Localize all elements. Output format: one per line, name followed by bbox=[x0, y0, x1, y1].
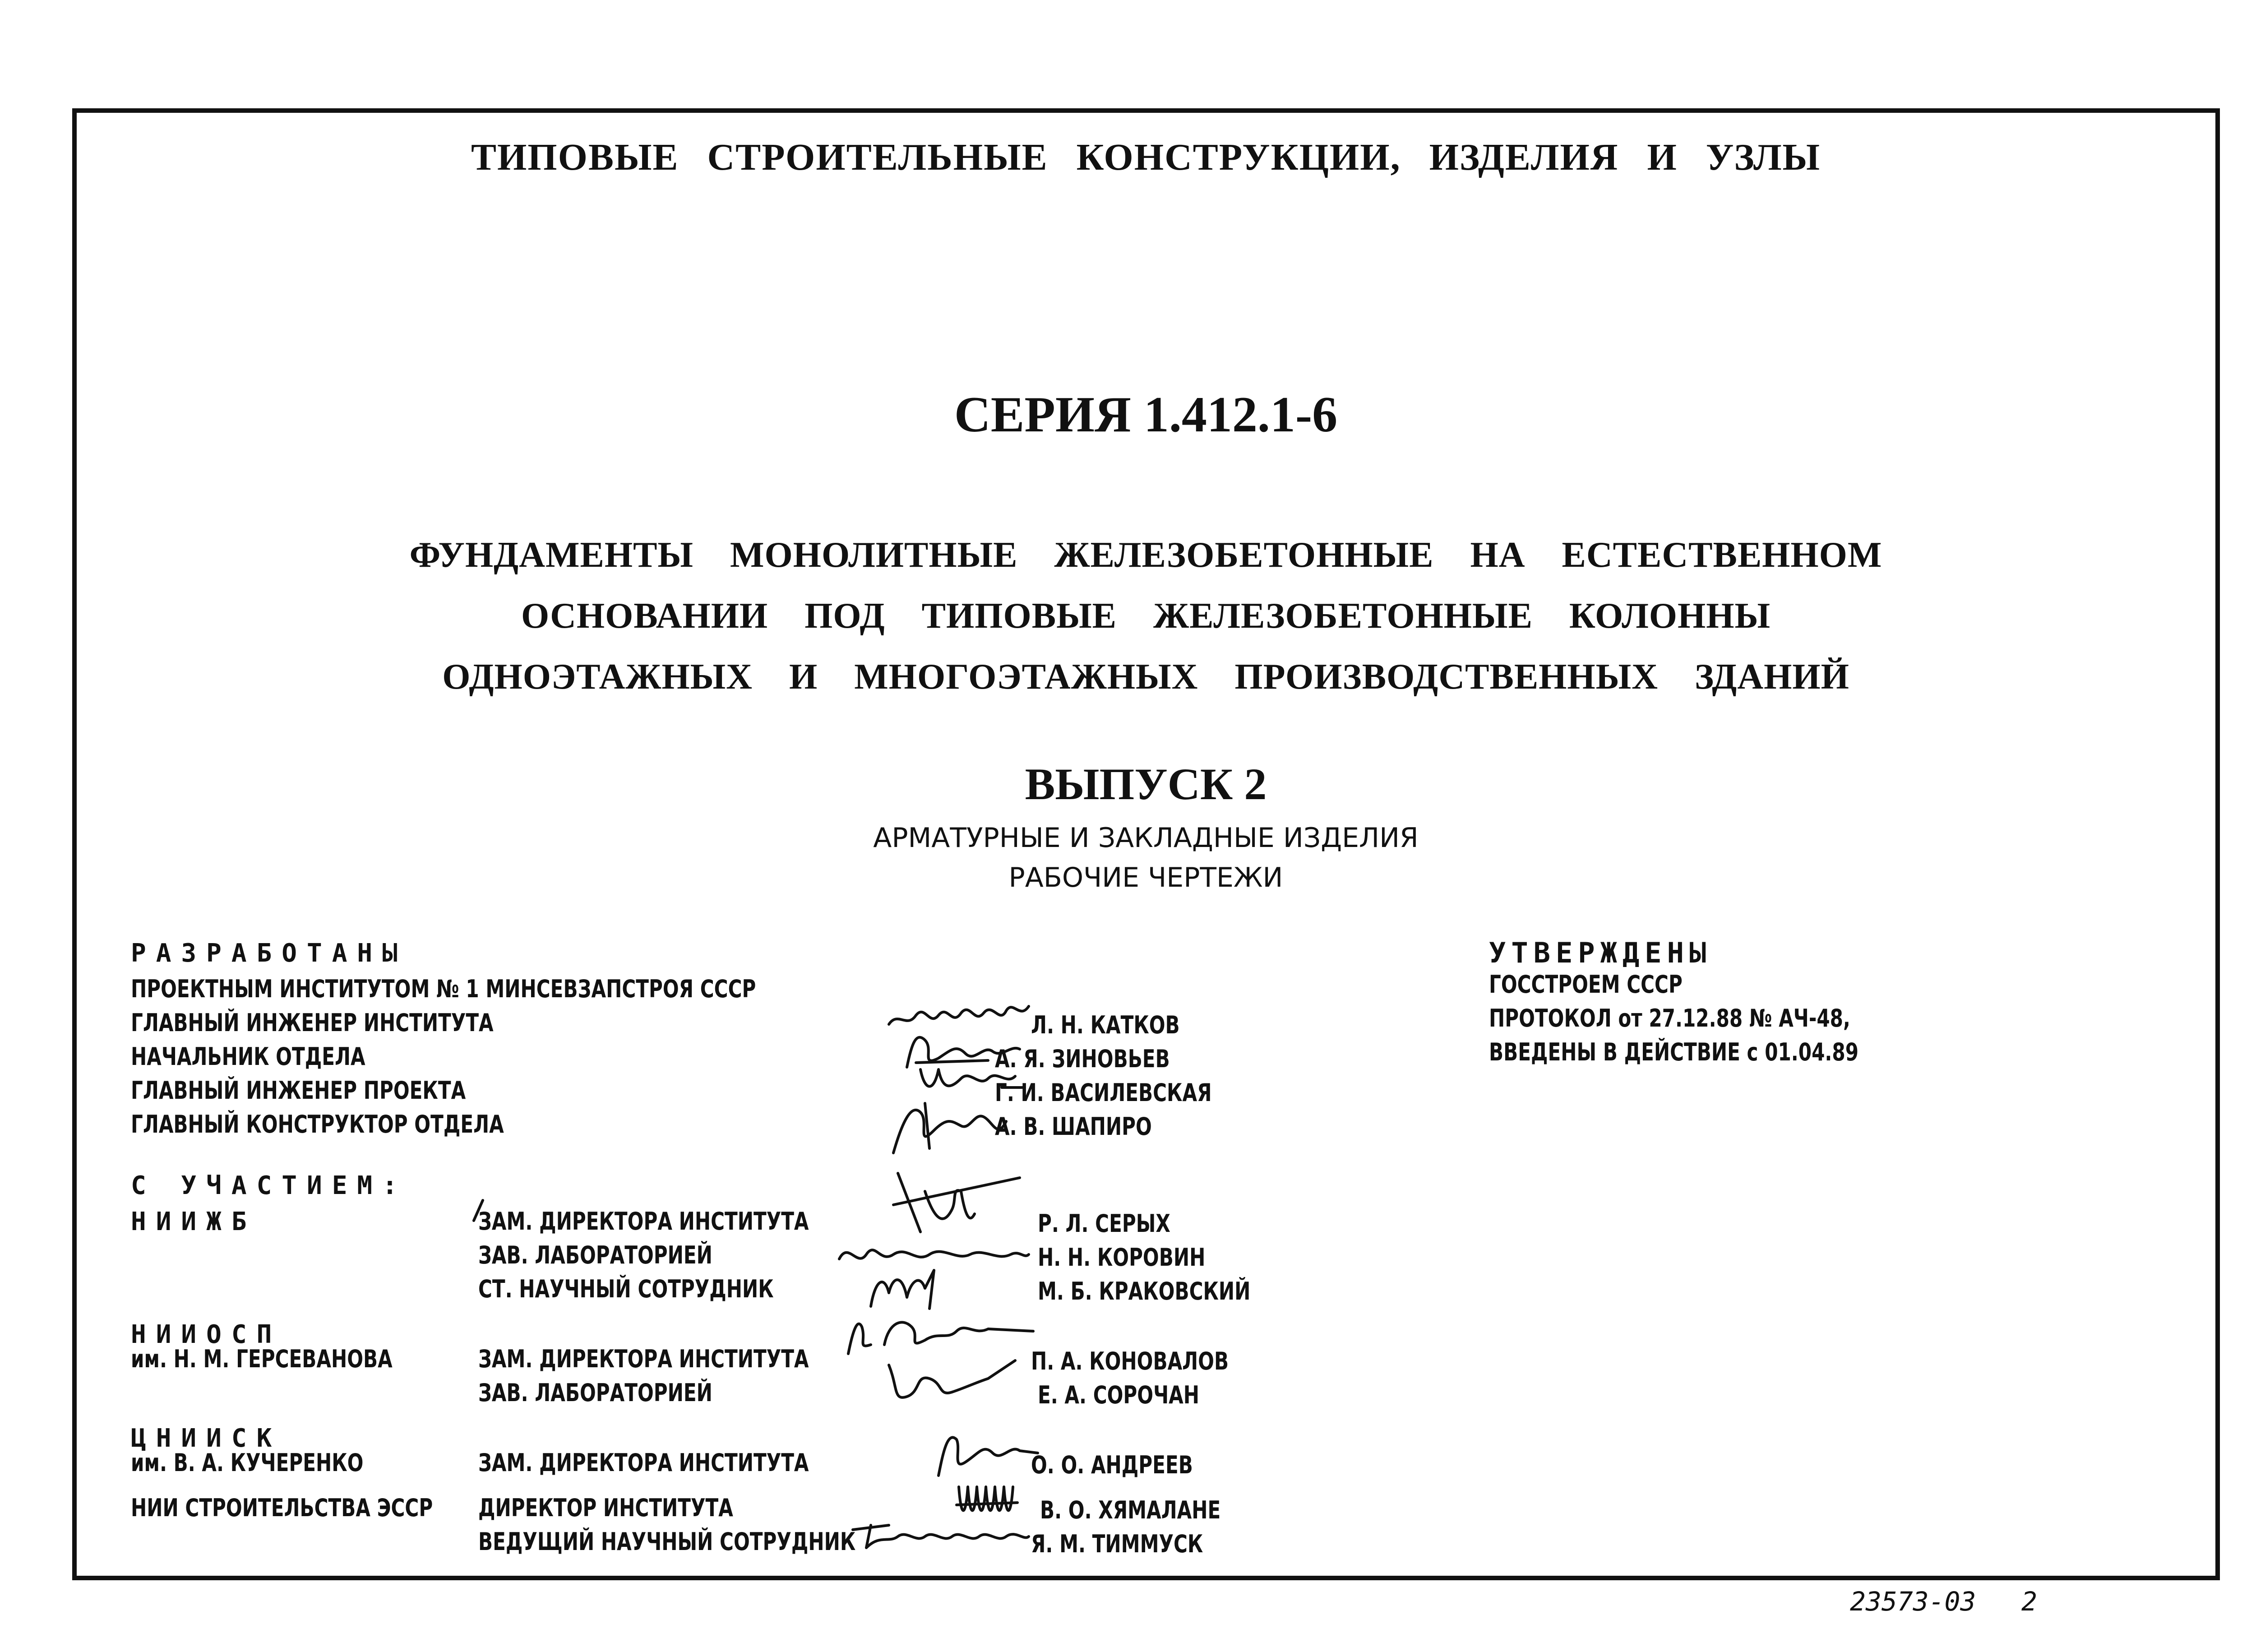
participation-heading: С УЧАСТИЕМ: bbox=[131, 1171, 407, 1200]
stamp-page: 2 bbox=[2021, 1586, 2037, 1617]
approved-heading: УТВЕРЖДЕНЫ bbox=[1489, 936, 1712, 969]
niizhb-position-2: ЗАВ. ЛАБОРАТОРИЕЙ bbox=[478, 1241, 712, 1269]
nii-essr-name-1: В. О. ХЯМАЛАНЕ bbox=[1040, 1496, 1221, 1524]
signature-serykh bbox=[884, 1164, 1029, 1241]
nii-essr-position-2: ВЕДУЩИЙ НАУЧНЫЙ СОТРУДНИК bbox=[478, 1527, 856, 1556]
developed-position-2: НАЧАЛЬНИК ОТДЕЛА bbox=[131, 1042, 365, 1071]
developed-position-1: ГЛАВНЫЙ ИНЖЕНЕР ИНСТИТУТА bbox=[131, 1009, 494, 1037]
developed-org: ПРОЕКТНЫМ ИНСТИТУТОМ № 1 МИНСЕВЗАПСТРОЯ СССР bbox=[131, 975, 756, 1003]
org-niiosp: НИИОСП bbox=[131, 1320, 282, 1349]
developed-name-1: Л. Н. КАТКОВ bbox=[1031, 1011, 1180, 1039]
org-nii-essr: НИИ СТРОИТЕЛЬСТВА ЭССР bbox=[131, 1494, 433, 1522]
niiosp-position-1: ЗАМ. ДИРЕКТОРА ИНСТИТУТА bbox=[478, 1345, 809, 1373]
signature-sorochan bbox=[880, 1351, 1024, 1410]
title-line-1: ФУНДАМЕНТЫ МОНОЛИТНЫЕ ЖЕЛЕЗОБЕТОННЫЕ НА ЕСТЕСТВЕННОМ bbox=[409, 535, 1882, 575]
signature-timmusk bbox=[848, 1516, 1033, 1552]
niiosp-name-2: Е. А. СОРОЧАН bbox=[1038, 1381, 1199, 1409]
org-niizhb: НИИЖБ bbox=[131, 1207, 257, 1236]
developed-position-4: ГЛАВНЫЙ КОНСТРУКТОР ОТДЕЛА bbox=[131, 1110, 504, 1138]
org-tsniisk: ЦНИИСК bbox=[131, 1424, 282, 1453]
developed-name-2: А. Я. ЗИНОВЬЕВ bbox=[995, 1045, 1170, 1073]
developed-heading: РАЗРАБОТАНЫ bbox=[131, 939, 407, 968]
developed-name-3: Г. И. ВАСИЛЕВСКАЯ bbox=[995, 1078, 1212, 1107]
signature-krakovsky bbox=[866, 1266, 948, 1311]
document-header: ТИПОВЫЕ СТРОИТЕЛЬНЫЕ КОНСТРУКЦИИ, ИЗДЕЛИЯ И УЗЛЫ bbox=[471, 136, 1821, 178]
niizhb-position-1: ЗАМ. ДИРЕКТОРА ИНСТИТУТА bbox=[478, 1207, 809, 1236]
series-title: СЕРИЯ 1.412.1-6 bbox=[954, 387, 1338, 443]
issue-title: ВЫПУСК 2 bbox=[1025, 759, 1267, 809]
signature-tick bbox=[469, 1198, 487, 1225]
niizhb-position-3: СТ. НАУЧНЫЙ СОТРУДНИК bbox=[478, 1275, 774, 1303]
developed-position-3: ГЛАВНЫЙ ИНЖЕНЕР ПРОЕКТА bbox=[131, 1076, 466, 1105]
nii-essr-position-1: ДИРЕКТОР ИНСТИТУТА bbox=[478, 1494, 733, 1522]
tsniisk-position-1: ЗАМ. ДИРЕКТОРА ИНСТИТУТА bbox=[478, 1448, 809, 1477]
org-niiosp-subtitle: им. Н. М. ГЕРСЕВАНОВА bbox=[131, 1345, 393, 1373]
approved-line-1: ГОССТРОЕМ СССР bbox=[1489, 970, 1683, 999]
niiosp-name-1: П. А. КОНОВАЛОВ bbox=[1031, 1347, 1229, 1375]
title-line-3: ОДНОЭТАЖНЫХ И МНОГОЭТАЖНЫХ ПРОИЗВОДСТВЕННЫХ ЗДАНИЙ bbox=[442, 657, 1849, 697]
niiosp-position-2: ЗАВ. ЛАБОРАТОРИЕЙ bbox=[478, 1379, 712, 1407]
issue-subtitle-2: РАБОЧИЕ ЧЕРТЕЖИ bbox=[1008, 862, 1283, 893]
niizhb-name-3: М. Б. КРАКОВСКИЙ bbox=[1038, 1277, 1251, 1305]
approved-line-2: ПРОТОКОЛ от 27.12.88 № АЧ-48, bbox=[1489, 1004, 1850, 1032]
nii-essr-name-2: Я. М. ТИММУСК bbox=[1031, 1530, 1203, 1558]
stamp-number: 23573-03 bbox=[1850, 1586, 1976, 1617]
approved-line-3: ВВЕДЕНЫ В ДЕЙСТВИЕ с 01.04.89 bbox=[1489, 1038, 1859, 1066]
signature-shapiro bbox=[884, 1094, 1020, 1162]
org-tsniisk-subtitle: им. В. А. КУЧЕРЕНКО bbox=[131, 1448, 364, 1477]
issue-subtitle-1: АРМАТУРНЫЕ И ЗАКЛАДНЫЕ ИЗДЕЛИЯ bbox=[873, 822, 1419, 854]
tsniisk-name-1: О. О. АНДРЕЕВ bbox=[1031, 1451, 1193, 1479]
niizhb-name-2: Н. Н. КОРОВИН bbox=[1038, 1243, 1206, 1272]
developed-name-4: А. В. ШАПИРО bbox=[995, 1112, 1152, 1141]
signature-andreev bbox=[929, 1426, 1042, 1485]
niizhb-name-1: Р. Л. СЕРЫХ bbox=[1038, 1209, 1170, 1238]
title-line-2: ОСНОВАНИИ ПОД ТИПОВЫЕ ЖЕЛЕЗОБЕТОННЫЕ КОЛОННЫ bbox=[521, 596, 1771, 636]
